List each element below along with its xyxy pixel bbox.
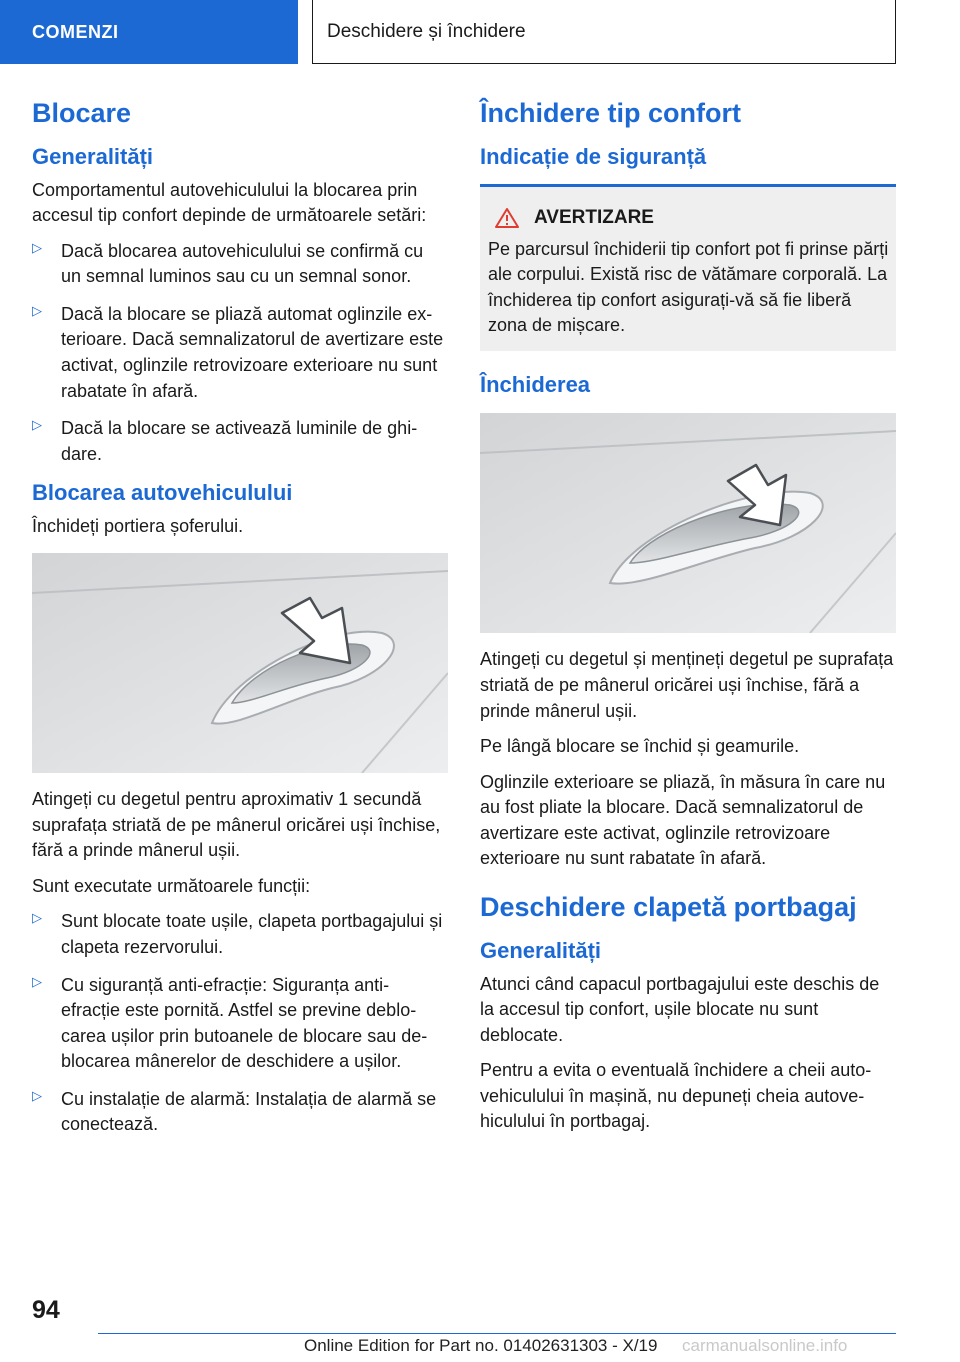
header-chapter-title: Deschidere și închidere xyxy=(312,0,896,64)
paragraph-atingeti: Atingeți cu degetul pentru aproximativ 1 secundă suprafața striată de pe mânerul oricărei uși închise, fără a prinde mânerul ușii. xyxy=(32,789,441,861)
list-item xyxy=(32,416,448,467)
list-item xyxy=(32,909,448,960)
footer-divider xyxy=(98,1333,896,1334)
heading-blocarea-autovehiculului: Blocarea autovehiculului xyxy=(32,480,293,506)
left-column xyxy=(32,96,448,1150)
warning-header xyxy=(488,207,890,229)
triangle-bullet-icon: ▷ xyxy=(32,239,42,255)
heading-inchidere-confort: Închidere tip confort xyxy=(480,98,742,128)
list-item-text: Dacă la blocare se activează luminile de ghidare. xyxy=(61,418,418,464)
door-handle-illustration xyxy=(480,413,896,633)
heading-generalitati: Generalități xyxy=(32,144,154,170)
list-item xyxy=(32,1087,448,1138)
paragraph-intro: Comportamentul autovehiculului la blocarea prin accesul tip confort depinde de următoarele setări: xyxy=(32,179,427,226)
list-item-text: Dacă blocarea autovehiculului se confirmă cu un semnal luminos sau cu un semnal sonor. xyxy=(61,240,424,287)
footer-edition: Online Edition for Part no. 01402631303 - X/19 xyxy=(304,1336,658,1355)
page-number: 94 xyxy=(32,1296,60,1324)
triangle-bullet-icon: ▷ xyxy=(32,973,42,989)
heading-inchiderea: Închiderea xyxy=(480,371,591,397)
paragraph-atingeti-mentineti: Atingeți cu degetul și mențineți degetul pe suprafața striată de pe mânerul oricărei uși închise, fără a prinde mânerul ușii. xyxy=(480,649,894,721)
list-item-text: Cu instalație de alarmă: Instalația de alarmă se conectează. xyxy=(61,1088,437,1135)
heading-generalitati-2: Generalități xyxy=(480,937,602,963)
right-column xyxy=(480,96,896,1145)
list-item-text: Cu siguranță anti-efracție: Siguranța anti-efracție este pornită. Astfel se previne deblocarea ușilor prin butoanele de blocare sau deblocarea mânerelor de deschidere a ușilor. xyxy=(61,974,428,1072)
warning-box xyxy=(480,184,896,351)
list-item xyxy=(32,973,448,1075)
paragraph-inchideti: Închideți portiera șoferului. xyxy=(32,515,244,536)
triangle-bullet-icon: ▷ xyxy=(32,910,42,926)
warning-title: AVERTIZARE xyxy=(534,206,654,228)
triangle-bullet-icon: ▷ xyxy=(32,1087,42,1103)
list-item xyxy=(32,302,448,404)
paragraph-oglinzi: Oglinzile exterioare se pliază, în măsura în care nu au fost pliate la blocare. Dacă semnalizatorul de avertizare este activat, oglinzile retrovizoare exterioare nu sunt rabatate în afară. xyxy=(480,771,886,869)
paragraph-capac: Atunci când capacul portbagajului este deschis de la accesul tip confort, ușile blocate nu sunt deblocate. xyxy=(480,973,880,1045)
watermark: carmanualsonline.info xyxy=(682,1336,848,1355)
door-handle-illustration xyxy=(32,553,448,773)
warning-triangle-icon xyxy=(494,207,520,229)
list-item-text: Dacă la blocare se pliază automat oglinzile exterioare. Dacă semnalizatorul de avertizare este activat, oglinzile retrovizoare exterioare nu sunt rabatate în afară. xyxy=(61,303,444,401)
triangle-bullet-icon: ▷ xyxy=(32,302,42,318)
bullet-list-functions xyxy=(32,909,448,1137)
warning-text: Pe parcursul închiderii tip confort pot fi prinse părți ale corpului. Există risc de vătămare corporală. La închiderea tip confort asigurați-vă să fie liberă zona de mișcare. xyxy=(488,238,889,336)
list-item-text: Sunt blocate toate ușile, clapeta portbagajului și clapeta rezervorului. xyxy=(61,911,443,958)
triangle-bullet-icon: ▷ xyxy=(32,417,42,433)
heading-deschidere-clapeta: Deschidere clapetă portbagaj xyxy=(480,891,857,922)
paragraph-geamuri: Pe lângă blocare se închid și geamurile. xyxy=(480,736,800,757)
list-item xyxy=(32,239,448,290)
bullet-list-settings xyxy=(32,239,448,467)
heading-indicatie-siguranta: Indicație de siguranță xyxy=(480,144,707,170)
paragraph-functii: Sunt executate următoarele funcții: xyxy=(32,875,311,896)
paragraph-cheie: Pentru a evita o eventuală închidere a cheii autovehiculului în mașină, nu depuneți cheia autovehiculului în portbagaj. xyxy=(480,1060,872,1132)
heading-blocare: Blocare xyxy=(32,98,132,128)
header-section-tab: COMENZI xyxy=(0,0,298,64)
